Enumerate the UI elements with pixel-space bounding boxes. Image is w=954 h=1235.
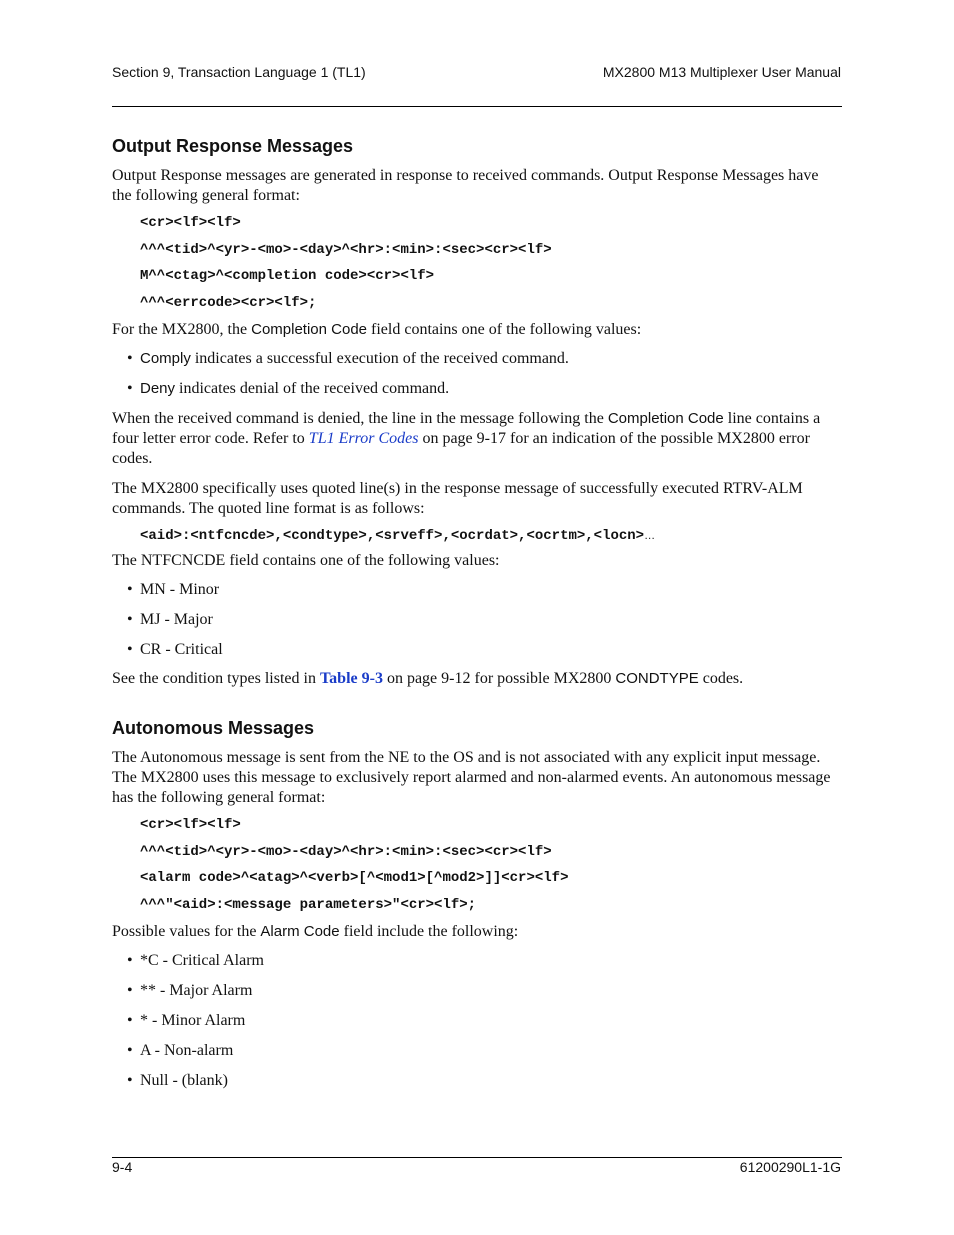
condtype-paragraph: [112, 669, 842, 689]
tl1-error-codes-link[interactable]: TL1 Error Codes: [308, 430, 419, 448]
text-run: on page 9-12 for possible MX2800: [382, 669, 616, 687]
quoted-line-paragraph: The MX2800 specifically uses quoted line(s) in the response message of successfully executed RTRV-ALM commands. The quoted line format is as follows:: [112, 480, 803, 518]
page-content: [112, 132, 842, 1091]
field-name: CONDTYPE: [615, 669, 699, 687]
alarm-values-list: [112, 951, 842, 1091]
completion-values-list: [112, 349, 842, 399]
code-line: ^^^<errcode><cr><lf>;: [140, 294, 317, 311]
value-term: Comply: [140, 350, 191, 368]
text-run: field include the following:: [339, 923, 519, 941]
code-line: <alarm code>^<atag>^<verb>[^<mod1>[^mod2>]]<cr><lf>: [140, 870, 569, 887]
output-intro-paragraph: Output Response messages are generated in response to received commands. Output Response Messages have the following general format:: [112, 167, 819, 204]
list-item: • MN - Minor: [112, 580, 842, 600]
value-term: Deny: [140, 380, 176, 398]
field-name: Completion Code: [607, 410, 724, 428]
text-run: field contains one of the following values:: [367, 321, 642, 339]
table-9-3-link[interactable]: Table 9-3: [319, 669, 383, 687]
field-name: Alarm Code: [260, 923, 340, 941]
code-line: ^^^<tid>^<yr>-<mo>-<day>^<hr>:<min>:<sec><cr><lf>: [140, 843, 552, 860]
list-item: [112, 379, 842, 399]
code-line: <cr><lf><lf>: [140, 215, 241, 231]
text-run: See the condition types listed in: [112, 669, 320, 687]
text-run: line contains a four letter error code. Refer to: [112, 410, 821, 448]
code-line: <cr><lf><lf>: [140, 816, 241, 833]
code-text: <aid>:<ntfcncde>,<condtype>,<srveff>,<ocrdat>,<ocrtm>,<locn>: [140, 528, 645, 545]
list-item: • MJ - Major: [112, 610, 842, 630]
list-item: • *C - Critical Alarm: [112, 951, 842, 971]
autonomous-heading: Autonomous Messages: [112, 717, 315, 738]
value-description: indicates denial of the received command.: [175, 380, 450, 398]
field-name: Completion Code: [251, 321, 368, 339]
text-run: on page 9-17 for an indication of the possible MX2800 error codes.: [112, 430, 810, 468]
value-description: indicates a successful execution of the received command.: [190, 350, 569, 368]
output-format-code-block: [112, 210, 842, 316]
code-line: ^^^<tid>^<yr>-<mo>-<day>^<hr>:<min>:<sec><cr><lf>: [140, 241, 552, 258]
completion-code-paragraph: [112, 320, 842, 340]
list-item: • * - Minor Alarm: [112, 1011, 842, 1031]
alarm-code-paragraph: [112, 922, 842, 942]
list-item: • A - Non-alarm: [112, 1041, 842, 1061]
autonomous-intro-paragraph: The Autonomous message is sent from the NE to the OS and is not associated with any explicit input message. The MX2800 uses this message to exclusively report alarmed and non-alarmed events. An autonomous message has the following general format:: [112, 748, 831, 806]
code-line: M^^<ctag>^<completion code><cr><lf>: [140, 268, 435, 285]
ntfcncde-paragraph: The NTFCNCDE field contains one of the following values:: [112, 551, 500, 569]
footer-rule: [112, 1157, 842, 1158]
text-run: For the MX2800, the: [112, 321, 252, 339]
document-number: 61200290L1-1G: [739, 1159, 841, 1175]
page-number: 9-4: [112, 1159, 133, 1175]
list-item: • CR - Critical: [112, 640, 842, 660]
header-manual-title: MX2800 M13 Multiplexer User Manual: [602, 64, 841, 80]
ntfcncde-values-list: [112, 580, 842, 660]
list-item: [112, 349, 842, 369]
text-run: codes.: [698, 669, 744, 687]
code-line: ^^^"<aid>:<message parameters>"<cr><lf>;: [140, 896, 477, 913]
list-item: • Null - (blank): [112, 1071, 842, 1091]
denied-paragraph: [112, 409, 842, 469]
ellipsis: …: [644, 530, 656, 543]
text-run: When the received command is denied, the line in the message following the: [112, 410, 608, 428]
header-section-title: Section 9, Transaction Language 1 (TL1): [112, 64, 366, 80]
text-run: Possible values for the: [112, 923, 261, 941]
quoted-line-format: [140, 523, 842, 550]
header-rule: [112, 106, 842, 107]
autonomous-format-code-block: [112, 812, 842, 918]
list-item: • ** - Major Alarm: [112, 981, 842, 1001]
output-response-heading: Output Response Messages: [112, 136, 354, 156]
